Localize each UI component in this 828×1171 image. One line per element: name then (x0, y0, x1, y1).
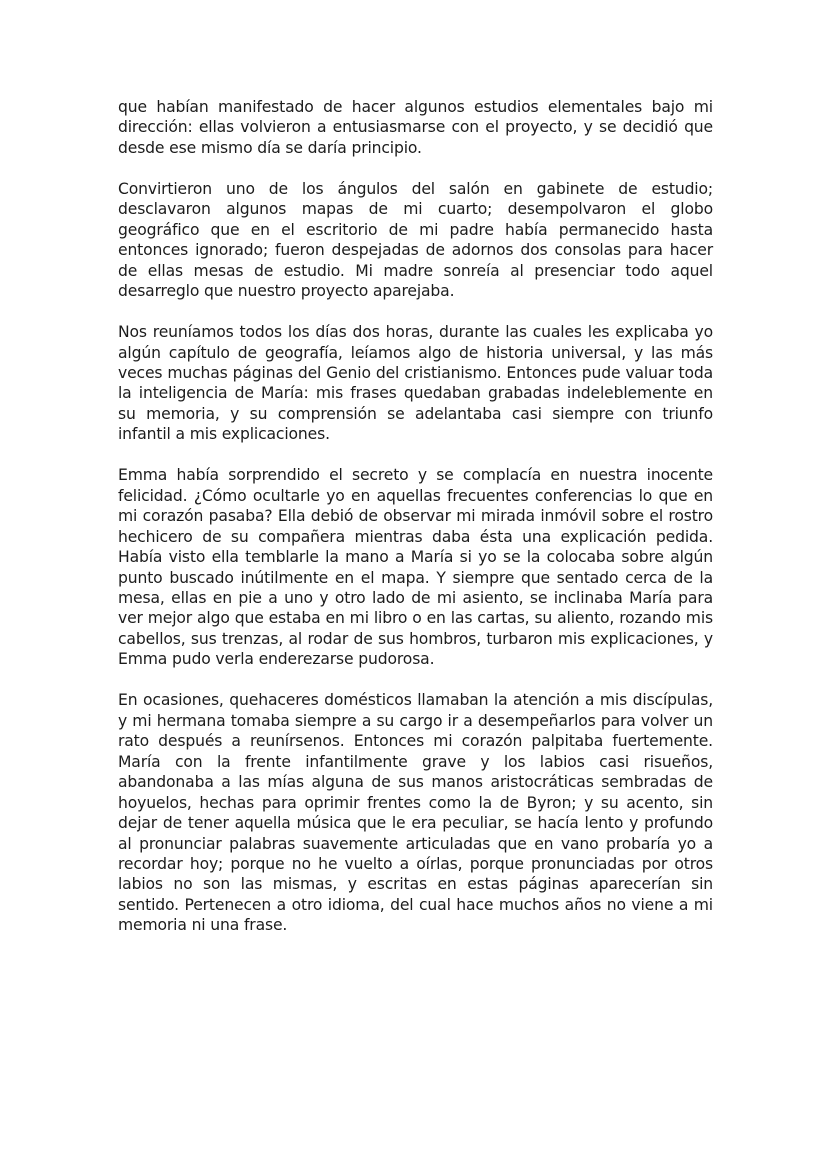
paragraph-3: Nos reuníamos todos los días dos horas, durante las cuales les explicaba yo algún capítulo de geografía, leíamos algo de historia universal, y las más veces muchas páginas del Genio del cristianismo. Entonces pude valuar toda la inteligencia de María: mis frases quedaban grabadas indeleblemente en su memoria, y su comprensión se adelantaba casi siempre con triunfo infantil a mis explicaciones. (118, 323, 713, 444)
paragraph-2: Convirtieron uno de los ángulos del salón en gabinete de estudio; desclavaron algunos mapas de mi cuarto; desempolvaron el globo geográfico que en el escritorio de mi padre había permanecido hasta entonces ignorado; fueron despejadas de adornos dos consolas para hacer de ellas mesas de estudio. Mi madre sonreía al presenciar todo aquel desarreglo que nuestro proyecto aparejaba. (118, 179, 713, 301)
paragraph-1: que habían manifestado de hacer algunos estudios elementales bajo mi dirección: ellas volvieron a entusiasmarse con el proyecto, y se decidió que desde ese mismo día se daría principio. (118, 98, 713, 157)
paragraph-5: En ocasiones, quehaceres domésticos llamaban la atención a mis discípulas, y mi hermana tomaba siempre a su cargo ir a desempeñarlos para volver un rato después a reunírsenos. Entonces mi corazón palpitaba fuertemente. María con la frente infantilmente grave y los labios casi risueños, abandonaba a las mías alguna de sus manos aristocráticas sembradas de hoyuelos, hechas para oprimir frentes como la de Byron; y su acento, sin dejar de tener aquella música que le era peculiar, se hacía lento y profundo al pronunciar palabras suavemente articuladas que en vano probaría yo a recordar hoy; porque no he vuelto a oírlas, porque pronunciadas por otros labios no son las mismas, y escritas en estas páginas aparecerían sin sentido. Pertenecen a otro idioma, del cual hace muchos años no viene a mi memoria ni una frase. (118, 691, 713, 935)
paragraph-4: Emma había sorprendido el secreto y se complacía en nuestra inocente felicidad. ¿Cómo ocultarle yo en aquellas frecuentes conferencias lo que en mi corazón pasaba? Ella debió de observar mi mirada inmóvil sobre el rostro hechicero de su compañera mientras daba ésta una explicación pedida. Había visto ella temblarle la mano a María si yo se la colocaba sobre algún punto buscado inútilmente en el mapa. Y siempre que sentado cerca de la mesa, ellas en pie a uno y otro lado de mi asiento, se inclinaba María para ver mejor algo que estaba en mi libro o en las cartas, su aliento, rozando mis cabellos, sus trenzas, al rodar de sus hombros, turbaron mis explicaciones, y Emma pudo verla enderezarse pudorosa. (118, 466, 713, 669)
document-page (118, 97, 713, 956)
